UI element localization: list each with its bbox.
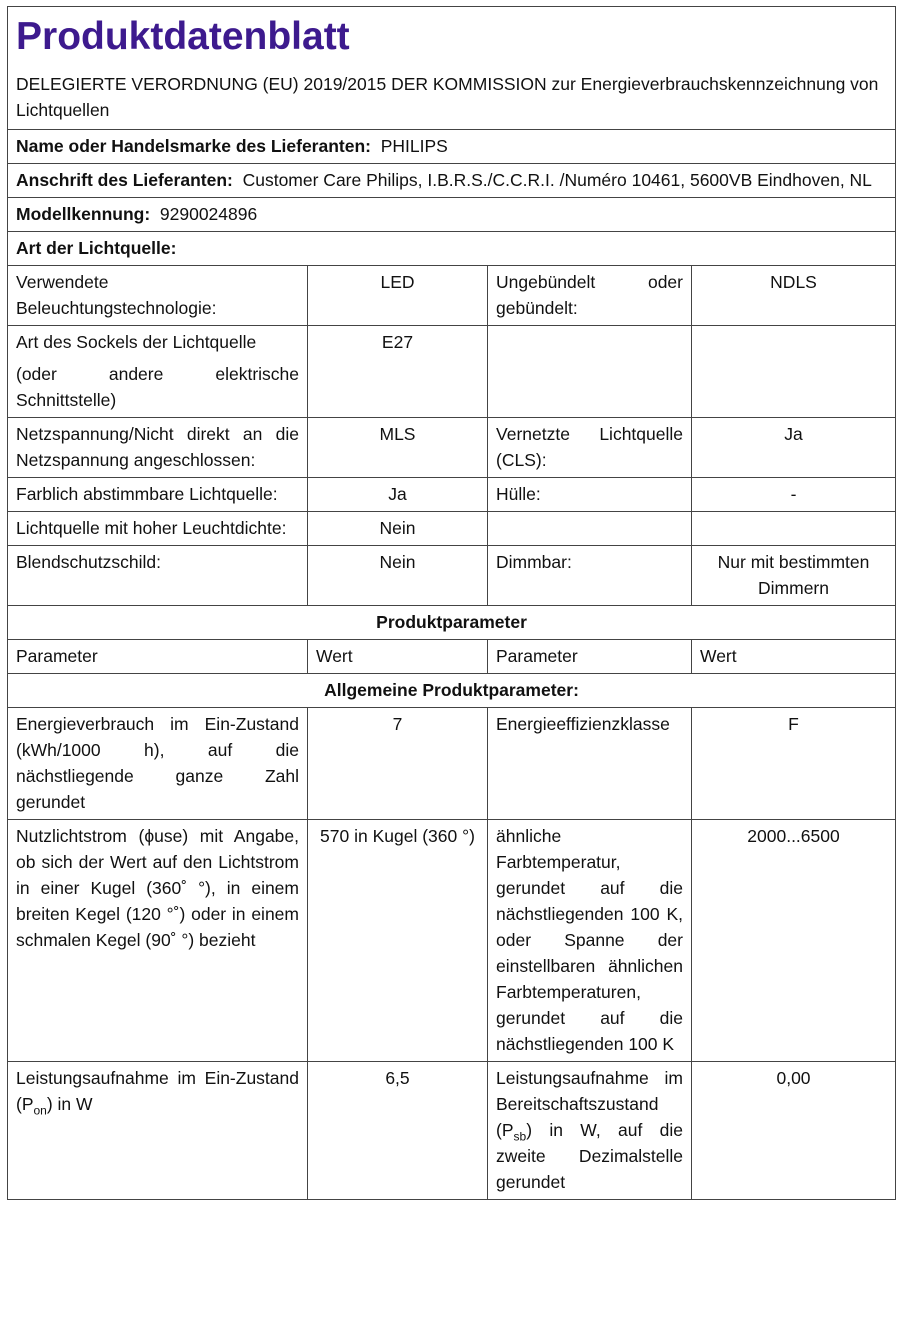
param-label: Energieverbrauch im Ein-Zustand (kWh/1000 h), auf die nächstliegende ganze Zahl gerundet <box>8 708 308 820</box>
table-row <box>8 546 896 606</box>
param-value: LED <box>308 266 488 326</box>
product-parameters-heading-row <box>8 606 896 640</box>
product-data-sheet <box>7 6 895 1200</box>
column-header: Wert <box>308 640 488 674</box>
regulation-text: DELEGIERTE VERORDNUNG (EU) 2019/2015 DER KOMMISSION zur Energieverbrauchskennzeichnung von Lichtquellen <box>16 74 879 120</box>
param-label: Hülle: <box>488 478 692 512</box>
param-label <box>488 326 692 418</box>
param-value: MLS <box>308 418 488 478</box>
light-source-type-row <box>8 232 896 266</box>
param-label: Farblich abstimmbare Lichtquelle: <box>8 478 308 512</box>
param-label: Ungebündelt oder gebündelt: <box>488 266 692 326</box>
table-row <box>8 418 896 478</box>
general-parameters-heading: Allgemeine Produktparameter: <box>8 674 896 708</box>
table-row <box>8 820 896 1062</box>
supplier-name-row <box>8 130 896 164</box>
param-value <box>692 326 896 418</box>
param-label: Art des Sockels der Lichtquelle <box>16 332 257 352</box>
param-label: Energieeffizienzklasse <box>488 708 692 820</box>
table-row <box>8 512 896 546</box>
table-row <box>8 708 896 820</box>
table-row <box>8 1062 896 1200</box>
param-label: ähnliche Farbtemperatur, gerundet auf die nächstliegenden 100 K, oder Spanne der einstellbaren ähnlichen Farbtemperaturen, gerundet auf die nächstliegenden 100 K <box>488 820 692 1062</box>
data-sheet-table <box>7 6 896 1200</box>
supplier-name-label: Name oder Handelsmarke des Lieferanten: <box>16 136 371 156</box>
table-row <box>8 326 896 418</box>
page-title: Produktdatenblatt <box>16 15 350 58</box>
table-row <box>8 478 896 512</box>
param-value: Ja <box>692 418 896 478</box>
title-row <box>8 7 896 130</box>
param-value: 6,5 <box>308 1062 488 1200</box>
param-label: Blendschutzschild: <box>8 546 308 606</box>
column-header: Parameter <box>8 640 308 674</box>
param-value: Nur mit bestimmten Dimmern <box>692 546 896 606</box>
supplier-address-value: Customer Care Philips, I.B.R.S./C.C.R.I. /Numéro 10461, 5600VB Eindhoven, NL <box>242 170 872 190</box>
column-header: Wert <box>692 640 896 674</box>
param-value: 570 in Kugel (360 °) <box>308 820 488 1062</box>
param-label: Netzspannung/Nicht direkt an die Netzspannung angeschlossen: <box>8 418 308 478</box>
param-value: Nein <box>308 546 488 606</box>
model-row <box>8 198 896 232</box>
param-label: Vernetzte Lichtquelle (CLS): <box>488 418 692 478</box>
param-value: 2000...6500 <box>692 820 896 1062</box>
param-value: F <box>692 708 896 820</box>
column-header: Parameter <box>488 640 692 674</box>
param-value <box>692 512 896 546</box>
param-value: - <box>692 478 896 512</box>
light-source-type-label: Art der Lichtquelle: <box>8 232 896 266</box>
param-label: Verwendete Beleuchtungstechnologie: <box>8 266 308 326</box>
param-label: Leistungsaufnahme im Ein-Zustand $(P_{on})$ in W <box>8 1062 308 1200</box>
param-label: Leistungsaufnahme im Bereitschaftszustand $(P_{sb})$ in W, auf die zweite Dezimalstelle gerundet <box>488 1062 692 1200</box>
product-parameters-heading: Produktparameter <box>8 606 896 640</box>
supplier-address-label: Anschrift des Lieferanten: <box>16 170 233 190</box>
param-value: E27 <box>308 326 488 418</box>
param-value: 7 <box>308 708 488 820</box>
supplier-name-value: PHILIPS <box>380 136 448 156</box>
param-label: Nutzlichtstrom (ϕuse) mit Angabe, ob sich der Wert auf den Lichtstrom in einer Kugel (360˚ °), in einem breiten Kegel (120 °˚) oder in einem schmalen Kegel (90˚ °) bezieht <box>8 820 308 1062</box>
column-header-row <box>8 640 896 674</box>
param-label-note: (oder andere elektrische Schnittstelle) <box>16 364 299 410</box>
param-value: Ja <box>308 478 488 512</box>
param-value: 0,00 <box>692 1062 896 1200</box>
param-label: Dimmbar: <box>488 546 692 606</box>
model-label: Modellkennung: <box>16 204 151 224</box>
table-row <box>8 266 896 326</box>
param-value: NDLS <box>692 266 896 326</box>
general-parameters-heading-row <box>8 674 896 708</box>
model-value: 9290024896 <box>159 204 258 224</box>
param-label: Lichtquelle mit hoher Leuchtdichte: <box>8 512 308 546</box>
param-label <box>488 512 692 546</box>
supplier-address-row <box>8 164 896 198</box>
param-value: Nein <box>308 512 488 546</box>
